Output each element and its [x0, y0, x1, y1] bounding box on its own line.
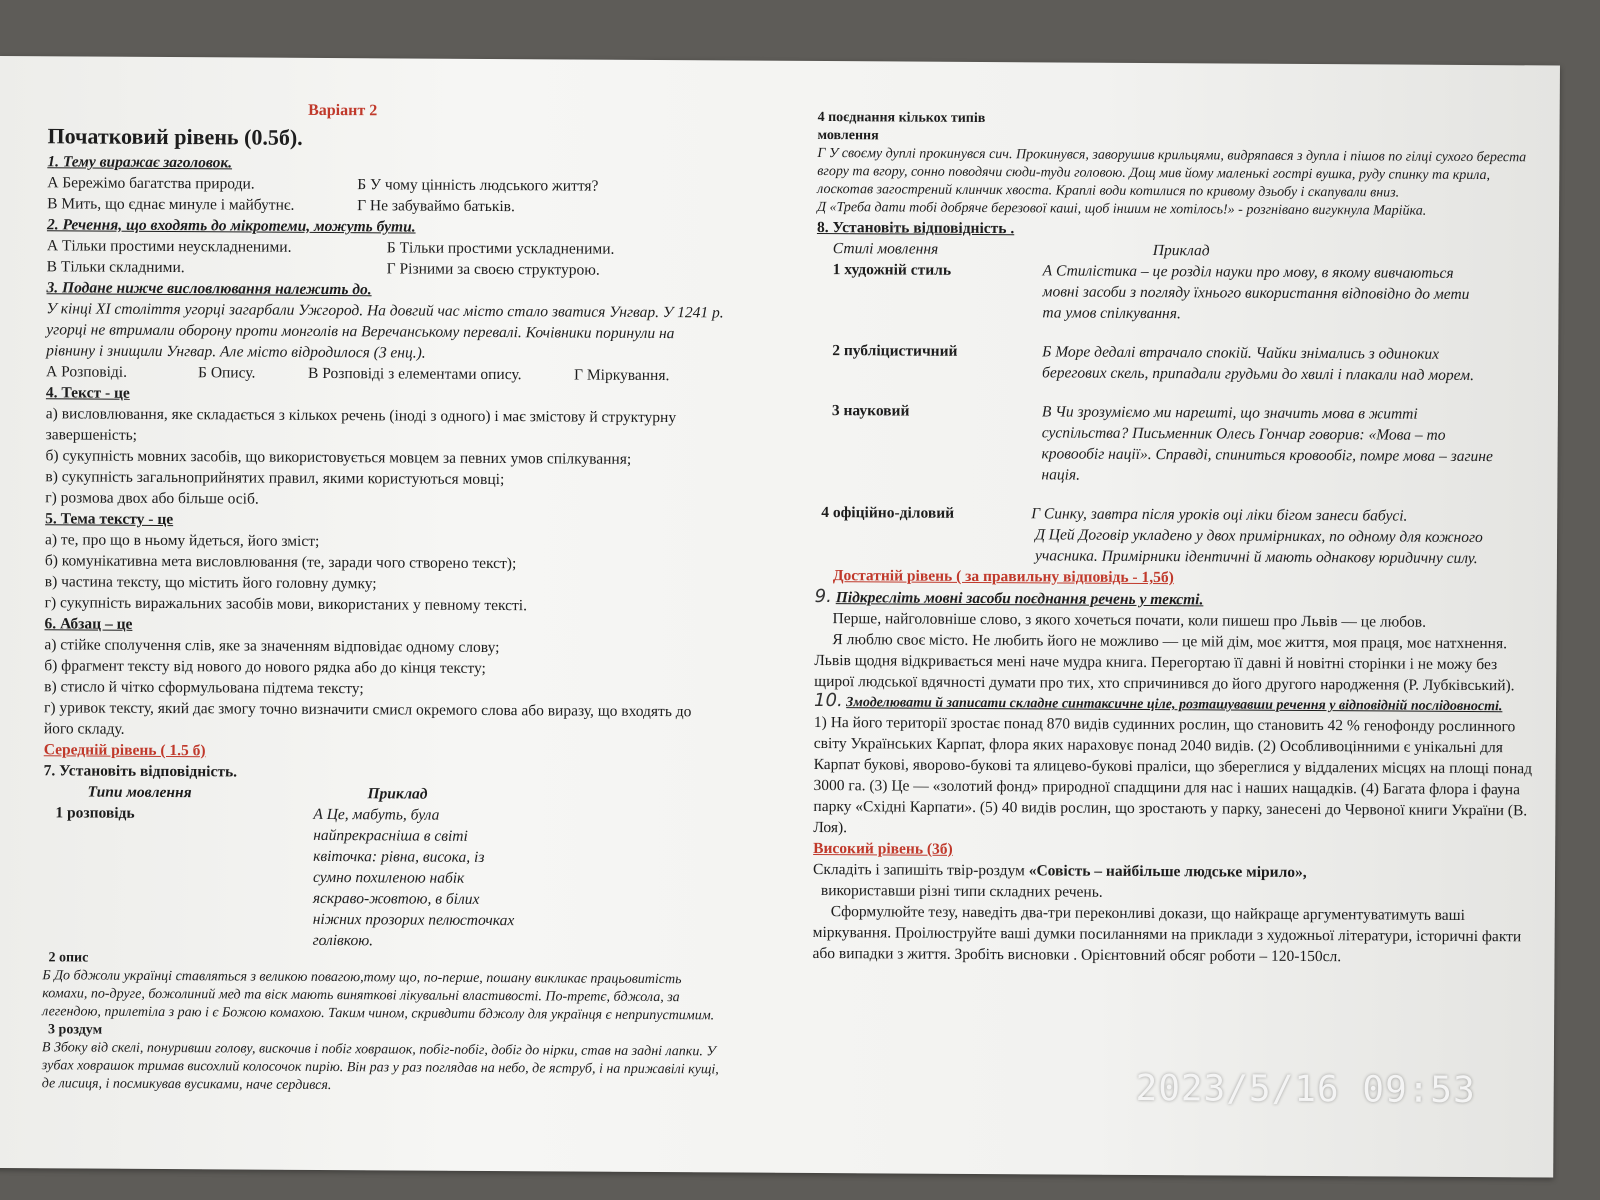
q8-example-g: Г Синку, завтра після уроків оці ліки бігом занеси бабусі.: [1031, 505, 1408, 525]
q2-a: А Тільки простими неускладненими.: [46, 237, 292, 256]
q3-c: В Розповіді з елементами опису.: [308, 364, 522, 384]
q3-d: Г Міркування.: [574, 366, 670, 385]
q2-title: 2. Речення, що входять до мікротеми, можуть бути.: [46, 216, 416, 236]
q4-a: а) висловлювання, яке складається з кількох речень (іноді з одного) і має змістову й структурну завершеність;: [45, 405, 677, 444]
high-level-title: Високий рівень (3б): [813, 839, 953, 858]
q8-col1: Стилі мовлення: [832, 240, 939, 258]
q5-c: в) частина тексту, що містить його головну думку;: [44, 573, 377, 593]
q8-example-a: А Стилістика – це розділ науки про мову, в якому вивчаються мовні засоби з погляду їхнього використання відповідно до мети та умов спілкування.: [1042, 262, 1470, 323]
q7-example-a: А Це, мабуть, була найпрекрасніша в світі квіточка: рівна, висока, із сумно похиленою набік яскраво-жовтою, в білих ніжних прозорих пелюсточках голівкою.: [312, 805, 515, 950]
q1-d: Г Не забуваймо батьків.: [357, 197, 515, 216]
essay-details: Сформулюйте тезу, наведіть два-три переконливі докази, що найкраще аргументуватимуть ваші міркування. Проілюструйте ваші думки посиланнями на приклади з художньої літератури, історичні факти або випадки з життя. Зробіть висновки . Орієнтовний обсяг роботи – 120-150сл.: [812, 903, 1522, 966]
q7-example-v: В Збоку від скелі, понуривши голову, вискочив і побіг ховрашок, побіг-побіг, добіг до нірки, став на задні лапки. У зубах ховрашок тримав висохлий колосочок пирію. Він раз у раз поглядав на небо, де яструб, і на прижавілі кущі, де лисиця, і посмикував вусиками, наче сердився.: [41, 1040, 719, 1094]
q7-col2: Приклад: [367, 785, 428, 803]
q9-handwritten-mark: 9.: [814, 585, 832, 608]
q1-b: Б У чому цінність людського життя?: [357, 176, 599, 195]
right-column: [812, 109, 1537, 968]
q3-title: 3. Подане нижче висловлювання належить до.: [46, 279, 372, 299]
q6-c: в) стисло й чітко сформульована підтема тексту;: [44, 678, 364, 698]
example-g: Г У своєму дуплі прокинувся сич. Прокинувся, заворушив крильцями, видряпався з дупла і пішов по гілці сухого берестa вгору та вгору, сонно поводячи сюди-туди головою. Дощ мив йому маленькі гострі вушка, руду спинку та крила, лоскотав загострений клинчик хвоста. Краплі води котилися по кривому дзьобу і скапували вниз.: [817, 145, 1527, 201]
q2-c: В Тільки складними.: [46, 258, 185, 277]
q5-a: а) те, про що в ньому йдеться, його зміст;: [44, 531, 320, 550]
q7-type-2: 2 опис: [48, 950, 89, 966]
sufficient-level-title: Достатній рівень ( за правильну відповідь - 1,5б): [832, 567, 1174, 587]
q8-example-d: Д Цей Договір укладено у двох примірниках, по одному для кожного учасника. Примірники ідентичні й мають однакову юридичну силу.: [1034, 526, 1483, 568]
q8-style-4: 4 офіційно-діловий: [821, 504, 955, 522]
q1-title: 1. Тему виражає заголовок.: [47, 153, 233, 172]
q3-a: А Розповіді.: [46, 363, 128, 381]
level-title: Початковий рівень (0.5б).: [47, 123, 303, 150]
q10-text: 1) На його території зростає понад 870 видів судинних рослин, що становить 42 % генофонду рослинного світу Українських Карпат, флора яких нараховує понад 2040 видів. (2) Особливоцінними є унікальні для Карпат букові, яворово-букові та ялицево-букові праліси, що збереглися у віддалених місцях на площі понад 3000 га. (3) Це — «золотий фонд» природної спадщини для нас і наших нащадків. (4) Багата флора і фауна парку «Східні Карпати». (5) 40 видів рослин, що зростають у парку, занесені до Червоної книги України (В. Лоя).: [813, 713, 1533, 837]
q6-b: б) фрагмент тексту від нового до нового рядка або до кінця тексту;: [44, 657, 486, 677]
q4-b: б) сукупність мовних засобів, що використовується мовцем за певних умов спілкування;: [45, 447, 632, 468]
q4-c: в) сукупність загальноприйнятих правил, якими користуються мовці;: [45, 468, 505, 489]
q2-d: Г Різними за своєю структурою.: [386, 260, 600, 279]
q7-col1: Типи мовлення: [87, 783, 192, 802]
q7-type-1: 1 розповідь: [55, 804, 135, 822]
q6-a: а) стійке сполучення слів, яке за значенням відповідає одному слову;: [44, 636, 500, 657]
q7-title: 7. Установіть відповідність.: [43, 762, 238, 781]
q3-text: У кінці XI століття угорці загарбали Ужгород. На довгий час місто стало зватися Унгвар. У 1241 р. угорці не втримали оборону проти монголів на Веречанському перевалі. Кочівники поринули на рівнину і знищили Унгвар. Але місто відродилося (З енц.).: [46, 300, 724, 362]
photo-timestamp: 2023/5/16 09:53: [1135, 1067, 1476, 1112]
type-4-label: 4 поєднання кількох типів мовлення: [817, 109, 986, 144]
worksheet-page: [0, 56, 1560, 1178]
q5-title: 5. Тема тексту - це: [45, 510, 174, 529]
q8-example-v: В Чи зрозуміємо ми нарешті, що значить мова в житті суспільства? Письменник Олесь Гончар говорив: «Мова – то кровообіг нації». Справді, спиниться кровообіг, помре мова – загине нація.: [1041, 403, 1493, 484]
variant-title: Варіант 2: [308, 101, 378, 120]
q9-paragraph-1: Перше, найголовніше слово, з якого хочеться почати, коли пишеш про Львів — це любов.: [832, 610, 1427, 631]
q6-title: 6. Абзац – це: [44, 615, 133, 633]
q10-handwritten-mark: 10.: [814, 689, 843, 712]
q8-title: 8. Установіть відповідність .: [816, 218, 1015, 238]
q4-title: 4. Текст - це: [45, 384, 130, 402]
q8-style-3: 3 науковий: [831, 402, 910, 420]
q6-d: г) уривок тексту, який дає змогу точно визначити смисл окремого слова або виразу, що входять до його складу.: [43, 699, 692, 738]
q7-type-3: 3 роздум: [48, 1022, 103, 1038]
q8-style-2: 2 публіцистичний: [832, 342, 958, 360]
example-d: Д «Треба дати тобі добряче березової каші, щоб іншим не хотілось!» - розгнівано вигукнула Марійка.: [817, 199, 1427, 219]
q8-col2: Приклад: [1152, 242, 1210, 260]
q9-title: Підкресліть мовні засоби поєднання речень у тексті.: [835, 589, 1204, 609]
q4-d: г) розмова двох або більше осіб.: [45, 489, 259, 508]
q9-paragraph-2: Я люблю своє місто. Не любить його не можливо — це мій дім, моє життя, моя праця, моє натхнення. Львів щодня відкривається мені наче мудра книга. Перегортаю її давні й новітні сторінки і не можу без щирої людської вдячності думати про тих, хто спричинився до його другого народження (Р. Лубківський).: [814, 631, 1515, 695]
essay-topic: «Совість – найбільше людське мірило»,: [1028, 862, 1307, 881]
q8-example-b: Б Море дедалі втрачало спокій. Чайки знімались з одиноких берегових скель, припадали грудьми до хвилі і плакали над морем.: [1042, 343, 1475, 385]
middle-level-title: Середній рівень ( 1.5 б): [43, 741, 206, 760]
essay-requirement: використавши різні типи складних речень.: [820, 882, 1103, 901]
q5-d: г) сукупність виражальних засобів мови, використаних у певному тексті.: [44, 594, 528, 615]
q1-a: А Бережімо багатства природи.: [47, 174, 255, 193]
q10-title: Змоделювати й записати складне синтаксичне ціле, розташувавши речення у відповідній послідовності.: [846, 695, 1503, 715]
left-column: [42, 98, 728, 1097]
q2-b: Б Тільки простими ускладненими.: [386, 239, 615, 258]
q5-b: б) комунікативна мета висловлювання (те, заради чого створено текст);: [44, 552, 517, 573]
q8-style-1: 1 художній стиль: [832, 261, 952, 279]
q1-c: В Мить, що єднає минуле і майбутнє.: [47, 195, 295, 214]
q3-b: Б Опису.: [198, 364, 256, 382]
essay-instruction: Складіть і запишіть твір-роздум: [812, 860, 1025, 880]
q7-example-b: Б До бджоли українці ставляться з великою повагою,тому що, по-перше, пошану викликає працьовитість комахи, по-друге, божолиний мед та віск мають винятковi лікувальні властивості. По-третє, бджола, за легендою, прилетіла з раю і є Божою комахою. Таким чином, скривдити бджолу для українця є неприпустимим.: [42, 968, 715, 1024]
